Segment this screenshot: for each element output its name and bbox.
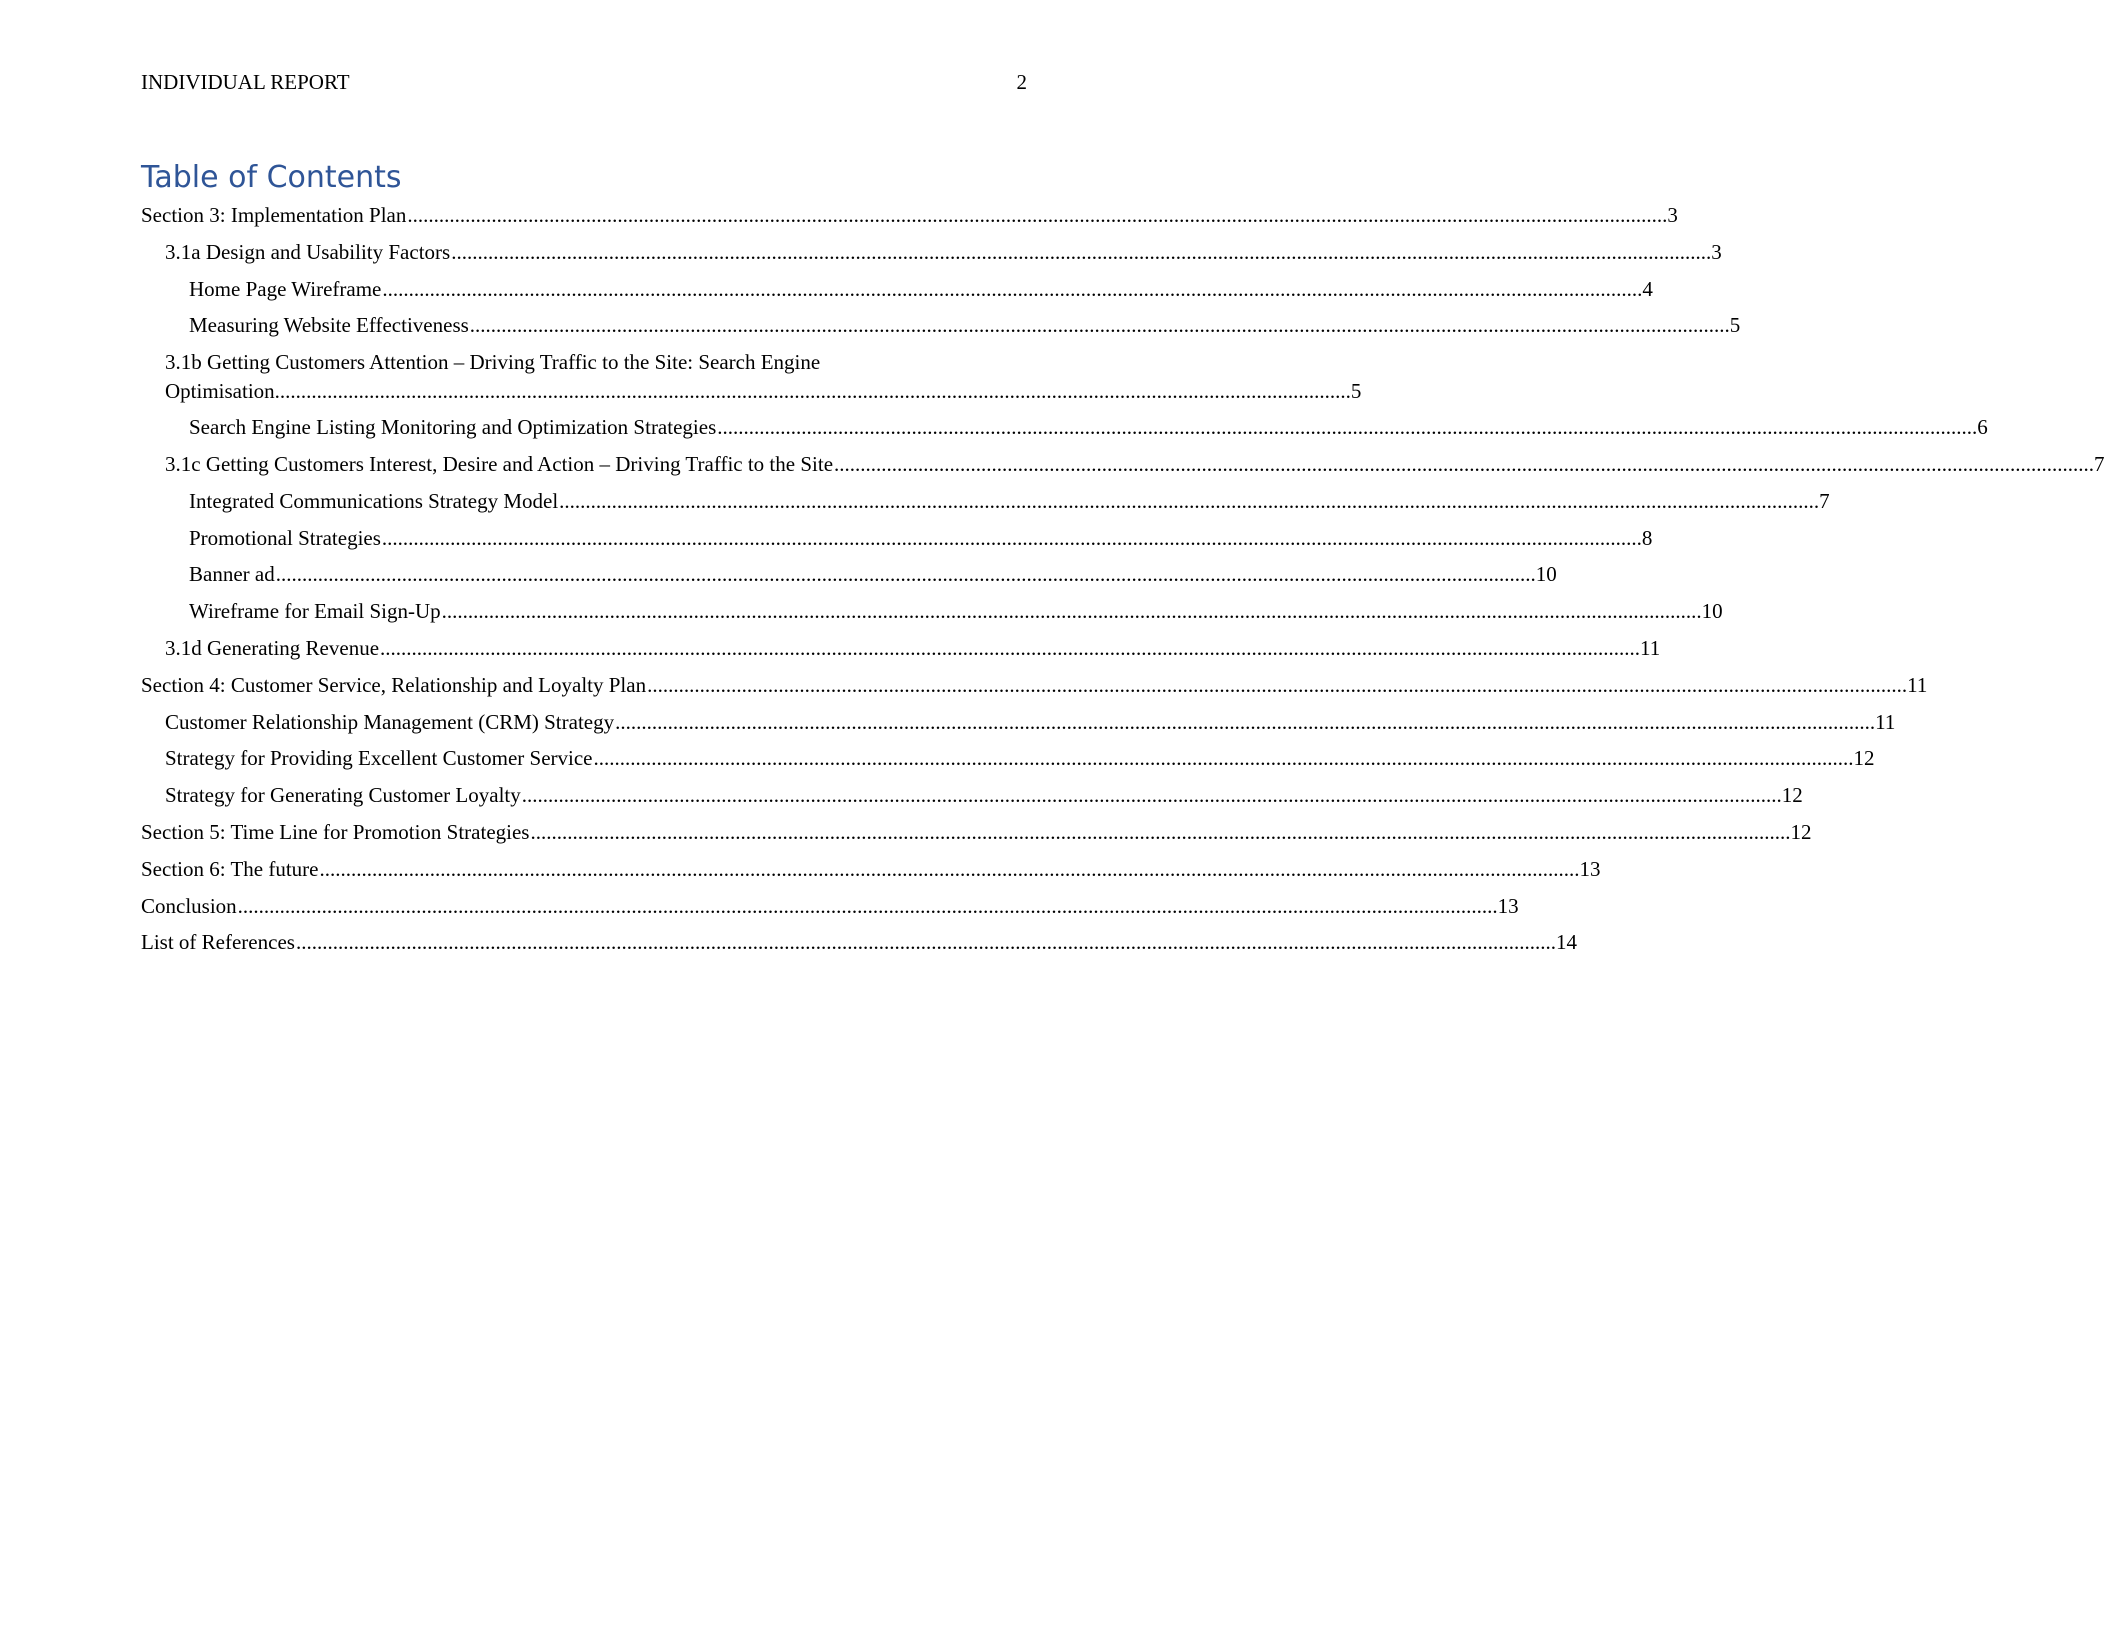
toc-entry[interactable]	[141, 313, 1741, 350]
toc-heading: Table of Contents	[141, 160, 402, 195]
toc-leader-dots	[615, 710, 1875, 735]
toc-entry-page: 13	[1497, 893, 1519, 918]
toc-leader-dots	[522, 783, 1782, 808]
toc-leader-dots	[470, 313, 1730, 338]
toc-entry-title: Section 6: The future	[141, 856, 319, 881]
toc-entry-title-line1: 3.1b Getting Customers Attention – Driving Traffic to the Site: Search Engine	[165, 350, 821, 375]
toc-entry-page: 12	[1781, 783, 1803, 808]
toc-leader-dots: .............................................................................................................................................................................................................	[274, 379, 1351, 404]
toc-entry-title: 3.1d Generating Revenue	[165, 635, 380, 660]
toc-entry[interactable]	[141, 415, 1988, 452]
toc-leader-dots	[530, 820, 1790, 845]
toc-entry-page: 8	[1641, 525, 1653, 550]
toc-entry-title: 3.1a Design and Usability Factors	[165, 239, 451, 264]
toc-leader-dots	[834, 452, 2094, 477]
toc-leader-dots	[647, 673, 1907, 698]
toc-entry[interactable]	[141, 709, 1896, 747]
toc-entry-title: Section 3: Implementation Plan	[141, 203, 407, 227]
toc-entry[interactable]	[141, 599, 1723, 636]
toc-entry[interactable]	[141, 239, 1722, 277]
toc-leader-dots	[594, 746, 1854, 771]
toc-leader-dots	[276, 562, 1536, 587]
toc-entry-page: 10	[1535, 562, 1557, 587]
toc-entry[interactable]	[141, 930, 1577, 967]
toc-entry[interactable]	[141, 856, 1601, 894]
toc-leader-dots	[442, 599, 1702, 624]
toc-entry-title: Strategy for Providing Excellent Customer Service	[165, 746, 593, 771]
toc-entry[interactable]	[141, 783, 1803, 820]
toc-entry-title: Banner ad	[189, 562, 275, 587]
toc-entry-page: 4	[1642, 276, 1653, 301]
toc-entry-title: Conclusion	[141, 893, 237, 918]
toc-entry-page: 11	[1875, 709, 1896, 734]
toc-leader-dots	[238, 894, 1498, 919]
toc-entry[interactable]	[141, 672, 1928, 710]
toc-entry-title: Integrated Communications Strategy Model	[189, 488, 559, 513]
toc-entry-title: Section 4: Customer Service, Relationship and Loyalty Plan	[141, 672, 647, 697]
page-header	[141, 70, 1027, 100]
toc-leader-dots	[717, 415, 1977, 440]
toc-entry-page: 11	[1907, 672, 1928, 697]
toc-leader-dots	[320, 857, 1580, 882]
header-title: INDIVIDUAL REPORT	[141, 70, 350, 94]
toc-entry-page: 10	[1701, 599, 1723, 624]
toc-entry-page: 12	[1853, 746, 1875, 771]
toc-entry-page: 6	[1977, 415, 1988, 440]
toc-entry-page: 3	[1711, 239, 1722, 264]
toc-entry[interactable]	[141, 819, 1812, 857]
toc-entry-page: 11	[1640, 635, 1661, 660]
toc-entry-page: 5	[1350, 379, 1362, 404]
toc-leader-dots	[407, 203, 1667, 228]
toc-entry[interactable]	[141, 488, 1830, 526]
toc-entry[interactable]	[141, 350, 1362, 415]
toc-entry[interactable]	[141, 635, 1661, 673]
table-of-contents	[141, 203, 2105, 967]
toc-entry[interactable]	[141, 893, 1519, 931]
toc-leader-dots	[451, 240, 1711, 265]
toc-entry[interactable]	[141, 203, 1678, 240]
toc-entry-page: 13	[1579, 856, 1601, 881]
toc-entry[interactable]	[141, 276, 1653, 314]
toc-entry-page: 7	[2094, 451, 2105, 476]
toc-entry-page: 3	[1667, 203, 1678, 227]
toc-entry-page: 14	[1555, 930, 1577, 955]
toc-entry-title: Customer Relationship Management (CRM) Strategy	[165, 709, 615, 734]
toc-entry-title: Measuring Website Effectiveness	[189, 313, 469, 338]
toc-entry-title: Strategy for Generating Customer Loyalty	[165, 783, 521, 808]
toc-leader-dots	[559, 489, 1819, 514]
toc-entry[interactable]	[141, 525, 1653, 563]
toc-leader-dots	[382, 277, 1642, 302]
toc-entry-page: 5	[1729, 313, 1741, 338]
toc-entry-title-line2: Optimisation	[165, 379, 275, 404]
toc-entry-title: Section 5: Time Line for Promotion Strategies	[141, 819, 530, 844]
toc-entry-title: Promotional Strategies	[189, 525, 381, 550]
toc-leader-dots	[380, 636, 1640, 661]
toc-entry-page: 12	[1790, 819, 1812, 844]
toc-leader-dots	[296, 930, 1556, 955]
toc-entry[interactable]	[141, 562, 1557, 599]
toc-entry[interactable]	[141, 451, 2105, 489]
toc-entry-title: Search Engine Listing Monitoring and Optimization Strategies	[189, 415, 717, 440]
toc-leader-dots	[382, 526, 1642, 551]
toc-entry-title: List of References	[141, 930, 295, 955]
toc-entry-title: Home Page Wireframe	[189, 276, 382, 301]
toc-entry-page: 7	[1819, 488, 1830, 513]
toc-entry[interactable]	[141, 746, 1875, 783]
toc-entry-title: 3.1c Getting Customers Interest, Desire and Action – Driving Traffic to the Site	[165, 451, 834, 476]
toc-entry-title: Wireframe for Email Sign-Up	[189, 599, 441, 624]
header-page-number: 2	[1016, 70, 1027, 94]
